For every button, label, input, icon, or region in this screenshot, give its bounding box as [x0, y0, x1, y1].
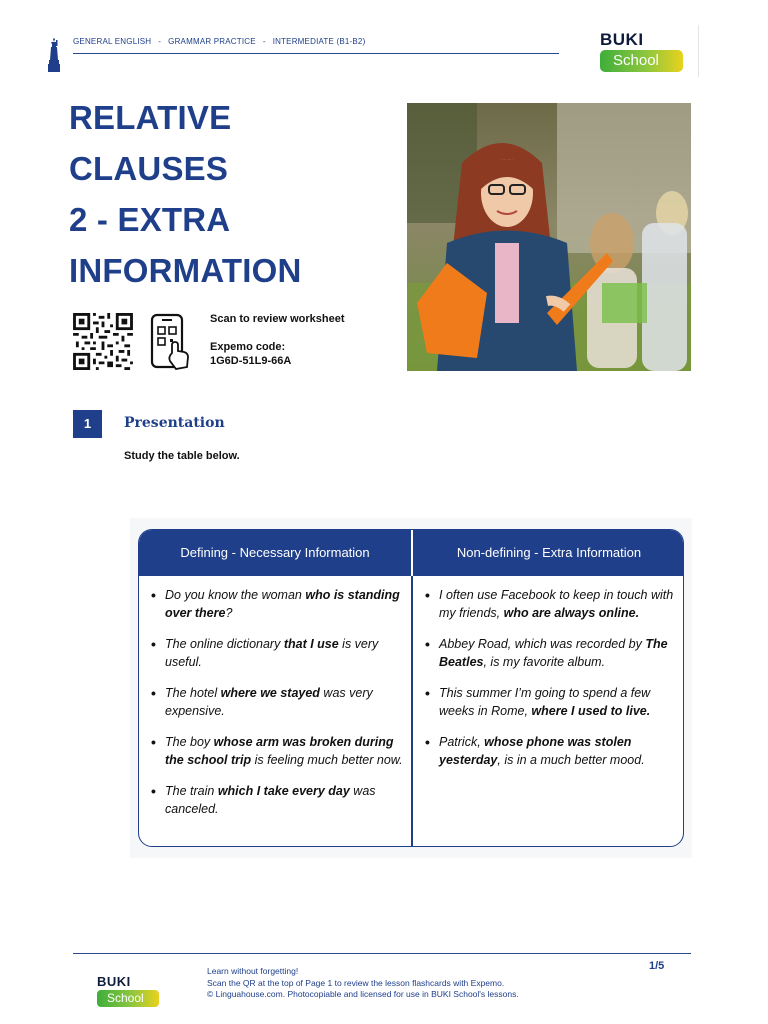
breadcrumb	[73, 37, 365, 46]
section-title: Presentation	[124, 415, 225, 431]
title-line: 2 - EXTRA	[69, 201, 231, 238]
non-defining-examples-list	[425, 586, 677, 782]
breadcrumb-item[interactable]: GENERAL ENGLISH	[73, 37, 152, 46]
list-item: • Patrick, whose phone was stolen yesterday, is in a much better mood.	[425, 733, 677, 769]
footer-logo-school-badge: School	[97, 990, 159, 1007]
list-item: • The boy whose arm was broken during the school trip is feeling much better now.	[151, 733, 403, 769]
column-divider	[411, 530, 413, 846]
defining-examples-list	[151, 586, 403, 831]
footer-divider	[73, 953, 691, 954]
page-title	[69, 92, 399, 296]
header-divider	[73, 53, 559, 54]
scan-label: Scan to review worksheet	[210, 313, 345, 325]
list-item: • Do you know the woman who is standing over there?	[151, 586, 403, 622]
footer-buki-school-logo	[97, 974, 161, 1007]
footer-text	[207, 966, 519, 1001]
section-number-badge: 1	[73, 410, 102, 438]
statue-of-liberty-icon	[47, 38, 61, 72]
list-item: • The hotel where we stayed was very expensive.	[151, 684, 403, 720]
title-line: RELATIVE CLAUSES	[69, 99, 232, 187]
phone-scan-icon	[150, 313, 192, 371]
header-vertical-divider	[698, 25, 699, 77]
relative-clauses-table	[138, 529, 684, 847]
logo-buki-text: BUKI	[600, 30, 644, 49]
scan-instructions	[210, 312, 345, 368]
column-header-non-defining: Non-defining - Extra Information	[456, 545, 642, 560]
list-item: • This summer I’m going to spend a few weeks in Rome, where I used to live.	[425, 684, 677, 720]
qr-code[interactable]	[73, 313, 133, 370]
page-number: 1/5	[649, 960, 665, 972]
footer-logo-buki-text: BUKI	[97, 974, 131, 989]
footer-copyright: © Linguahouse.com. Photocopiable and licensed for use in BUKI School's lessons.	[207, 989, 519, 999]
column-header-defining: Defining - Necessary Information	[180, 545, 370, 560]
breadcrumb-item[interactable]: GRAMMAR PRACTICE	[168, 37, 256, 46]
section-instruction: Study the table below.	[124, 450, 240, 462]
breadcrumb-item[interactable]: INTERMEDIATE (B1-B2)	[272, 37, 366, 46]
breadcrumb-separator: -	[158, 37, 162, 46]
footer-qr-instruction: Scan the QR at the top of Page 1 to review the lesson flashcards with Expemo.	[207, 977, 505, 988]
list-item: • The train which I take every day was canceled.	[151, 782, 403, 818]
list-item: • I often use Facebook to keep in touch with my friends, who are always online.	[425, 586, 677, 622]
expemo-code-value: 1G6D-51L9-66A	[210, 355, 292, 367]
student-photo	[407, 103, 691, 371]
breadcrumb-separator: -	[262, 37, 266, 46]
list-item: • Abbey Road, which was recorded by The Beatles, is my favorite album.	[425, 635, 677, 671]
buki-school-logo	[600, 30, 686, 72]
logo-school-badge: School	[600, 50, 683, 72]
list-item: • The online dictionary that I use is very useful.	[151, 635, 403, 671]
footer-tagline: Learn without forgetting!	[207, 966, 299, 976]
title-line: INFORMATION	[69, 252, 302, 289]
expemo-code-label: Expemo code:	[210, 341, 286, 353]
